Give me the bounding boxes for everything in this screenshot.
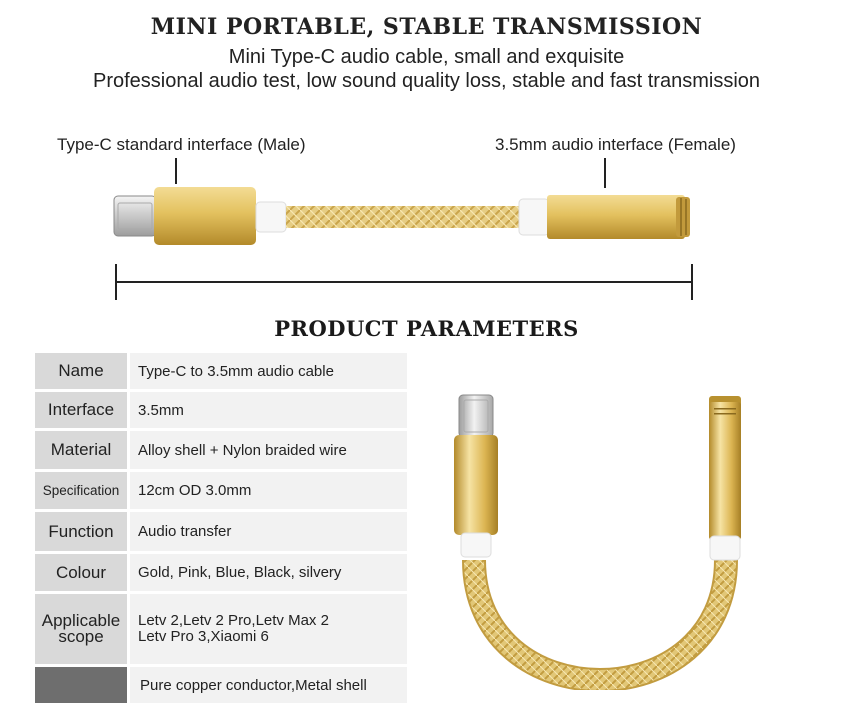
typec-gold-housing xyxy=(154,187,256,245)
typec-plug-tip xyxy=(114,196,156,236)
param-key xyxy=(35,666,129,705)
subtitle-line-2: Professional audio test, low sound quality loss, stable and fast transmission xyxy=(92,70,761,92)
param-key xyxy=(35,593,129,666)
braided-cable-horizontal xyxy=(286,206,520,228)
typec-collar-vertical xyxy=(461,533,491,557)
table-row xyxy=(35,553,407,593)
param-value: Alloy shell + Nylon braided wire xyxy=(129,430,408,471)
table-row xyxy=(35,471,407,511)
param-value: 3.5mm xyxy=(129,391,408,430)
param-value: Audio transfer xyxy=(129,511,408,553)
typec-housing-vertical xyxy=(454,435,498,535)
param-key: Colour xyxy=(35,553,129,593)
jack-housing-vertical xyxy=(709,402,741,540)
param-value-line: Letv Pro 3,Xiaomi 6 xyxy=(138,628,269,645)
table-row xyxy=(35,430,407,471)
subtitle-line-1: Mini Type-C audio cable, small and exquisite xyxy=(228,46,625,68)
param-value xyxy=(129,593,408,666)
length-dimension-bar xyxy=(116,264,692,300)
page-title: MINI PORTABLE, STABLE TRANSMISSION xyxy=(150,14,703,40)
param-value: Gold, Pink, Blue, Black, silvery xyxy=(129,553,408,593)
table-row xyxy=(35,666,407,705)
table-row xyxy=(35,511,407,553)
param-value: Pure copper conductor,Metal shell xyxy=(129,666,408,705)
table-row xyxy=(35,391,407,430)
param-key: Specification xyxy=(35,471,129,511)
param-value: Type-C to 3.5mm audio cable xyxy=(129,353,408,391)
param-key-line: scope xyxy=(58,627,104,646)
param-key: Interface xyxy=(35,391,129,430)
param-value: 12cm OD 3.0mm xyxy=(129,471,408,511)
product-parameters-heading: PRODUCT PARAMETERS xyxy=(274,316,579,341)
param-key: Name xyxy=(35,353,129,391)
param-key: Function xyxy=(35,511,129,553)
u-shaped-cable-photo xyxy=(454,395,741,680)
braided-cable-curve xyxy=(474,560,726,680)
param-value-line: Letv 2,Letv 2 Pro,Letv Max 2 xyxy=(138,612,329,629)
jack-white-collar xyxy=(519,199,549,235)
typec-white-collar xyxy=(256,202,286,232)
typec-interface-label: Type-C standard interface (Male) xyxy=(57,135,306,154)
jack-gold-housing xyxy=(547,195,685,239)
param-key-line: Applicable xyxy=(41,611,121,630)
table-row xyxy=(35,353,407,391)
audio-interface-label: 3.5mm audio interface (Female) xyxy=(495,135,736,154)
param-key: Material xyxy=(35,430,129,471)
horizontal-cable-diagram xyxy=(114,158,692,300)
product-parameters-table xyxy=(35,353,407,706)
table-row xyxy=(35,593,407,666)
jack-collar-vertical xyxy=(710,536,740,560)
